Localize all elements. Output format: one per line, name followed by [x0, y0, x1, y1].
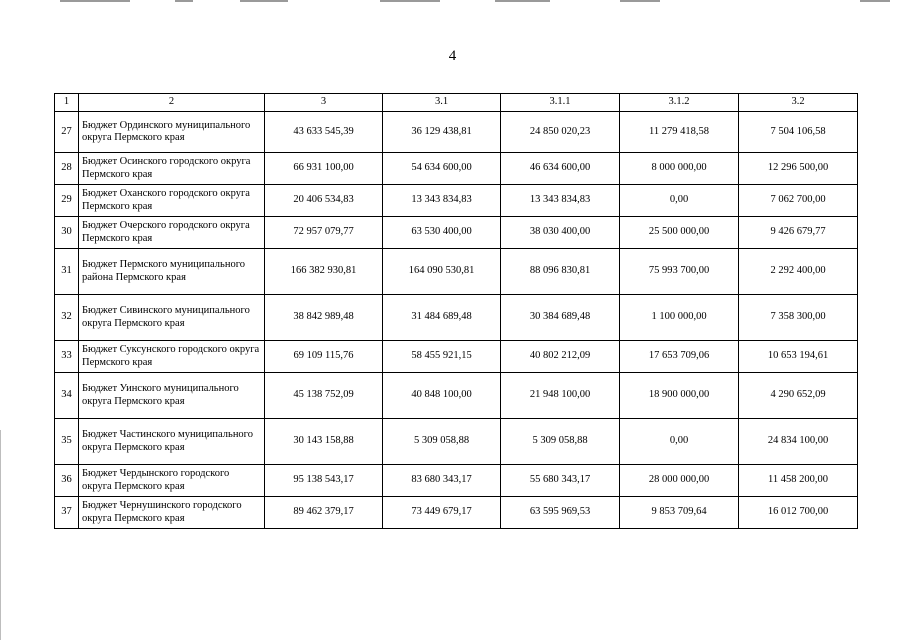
budget-name: Бюджет Чернушинского городского округа Пермского края — [79, 497, 265, 529]
scan-mark — [60, 0, 130, 2]
column-header: 1 — [55, 94, 79, 112]
value-3-1-2: 9 853 709,64 — [620, 497, 739, 529]
budget-name: Бюджет Сивинского муниципального округа Пермского края — [79, 295, 265, 341]
scan-mark — [240, 0, 288, 2]
table-row — [55, 465, 858, 497]
row-number: 32 — [55, 295, 79, 341]
value-3: 43 633 545,39 — [265, 112, 383, 153]
scan-mark — [620, 0, 660, 2]
table-row — [55, 497, 858, 529]
scan-edge — [0, 430, 1, 640]
table-row — [55, 373, 858, 419]
row-number: 28 — [55, 153, 79, 185]
table-row — [55, 295, 858, 341]
value-3-1-1: 38 030 400,00 — [501, 217, 620, 249]
value-3: 66 931 100,00 — [265, 153, 383, 185]
budget-name: Бюджет Чердынского городского округа Пермского края — [79, 465, 265, 497]
value-3-2: 11 458 200,00 — [739, 465, 858, 497]
column-header: 3.1.2 — [620, 94, 739, 112]
column-header: 2 — [79, 94, 265, 112]
row-number: 37 — [55, 497, 79, 529]
value-3-2: 9 426 679,77 — [739, 217, 858, 249]
table-row — [55, 112, 858, 153]
value-3-1-2: 1 100 000,00 — [620, 295, 739, 341]
value-3: 69 109 115,76 — [265, 341, 383, 373]
budget-name: Бюджет Ординского муниципального округа Пермского края — [79, 112, 265, 153]
budget-name: Бюджет Осинского городского округа Пермского края — [79, 153, 265, 185]
budget-name: Бюджет Уинского муниципального округа Пермского края — [79, 373, 265, 419]
value-3: 89 462 379,17 — [265, 497, 383, 529]
value-3-1-1: 13 343 834,83 — [501, 185, 620, 217]
value-3-2: 7 358 300,00 — [739, 295, 858, 341]
row-number: 31 — [55, 249, 79, 295]
budget-name: Бюджет Оханского городского округа Пермского края — [79, 185, 265, 217]
budget-name: Бюджет Частинского муниципального округа Пермского края — [79, 419, 265, 465]
value-3: 95 138 543,17 — [265, 465, 383, 497]
value-3: 45 138 752,09 — [265, 373, 383, 419]
table-row — [55, 185, 858, 217]
budget-name: Бюджет Пермского муниципального района Пермского края — [79, 249, 265, 295]
value-3-2: 2 292 400,00 — [739, 249, 858, 295]
value-3-1-1: 21 948 100,00 — [501, 373, 620, 419]
value-3-2: 7 062 700,00 — [739, 185, 858, 217]
value-3-1-1: 5 309 058,88 — [501, 419, 620, 465]
value-3-1: 36 129 438,81 — [383, 112, 501, 153]
table-row — [55, 249, 858, 295]
row-number: 33 — [55, 341, 79, 373]
value-3-1-2: 0,00 — [620, 185, 739, 217]
scan-mark — [495, 0, 550, 2]
budget-name: Бюджет Очерского городского округа Пермского края — [79, 217, 265, 249]
table-row — [55, 153, 858, 185]
column-header: 3 — [265, 94, 383, 112]
value-3-1: 40 848 100,00 — [383, 373, 501, 419]
value-3-2: 7 504 106,58 — [739, 112, 858, 153]
row-number: 29 — [55, 185, 79, 217]
value-3-1-2: 11 279 418,58 — [620, 112, 739, 153]
value-3-1: 5 309 058,88 — [383, 419, 501, 465]
value-3-1-1: 24 850 020,23 — [501, 112, 620, 153]
budget-table — [54, 93, 858, 529]
scan-mark — [380, 0, 440, 2]
value-3-1-1: 30 384 689,48 — [501, 295, 620, 341]
table-row — [55, 217, 858, 249]
column-header: 3.2 — [739, 94, 858, 112]
value-3-1-2: 28 000 000,00 — [620, 465, 739, 497]
value-3-2: 10 653 194,61 — [739, 341, 858, 373]
value-3-2: 12 296 500,00 — [739, 153, 858, 185]
value-3-1-2: 18 900 000,00 — [620, 373, 739, 419]
value-3-1-2: 17 653 709,06 — [620, 341, 739, 373]
value-3-1: 13 343 834,83 — [383, 185, 501, 217]
row-number: 36 — [55, 465, 79, 497]
value-3-1-1: 63 595 969,53 — [501, 497, 620, 529]
value-3: 30 143 158,88 — [265, 419, 383, 465]
table-row — [55, 419, 858, 465]
table-header-row — [55, 94, 858, 112]
value-3-1-2: 25 500 000,00 — [620, 217, 739, 249]
value-3-1: 54 634 600,00 — [383, 153, 501, 185]
value-3: 38 842 989,48 — [265, 295, 383, 341]
row-number: 34 — [55, 373, 79, 419]
value-3-1: 58 455 921,15 — [383, 341, 501, 373]
value-3-1-1: 88 096 830,81 — [501, 249, 620, 295]
table-row — [55, 341, 858, 373]
value-3-2: 4 290 652,09 — [739, 373, 858, 419]
value-3-1: 31 484 689,48 — [383, 295, 501, 341]
column-header: 3.1.1 — [501, 94, 620, 112]
value-3: 20 406 534,83 — [265, 185, 383, 217]
value-3-1-1: 46 634 600,00 — [501, 153, 620, 185]
value-3-1-1: 55 680 343,17 — [501, 465, 620, 497]
scan-mark — [175, 0, 193, 2]
value-3-1-2: 0,00 — [620, 419, 739, 465]
row-number: 30 — [55, 217, 79, 249]
budget-name: Бюджет Суксунского городского округа Пермского края — [79, 341, 265, 373]
value-3-1: 73 449 679,17 — [383, 497, 501, 529]
value-3-2: 16 012 700,00 — [739, 497, 858, 529]
value-3-1: 63 530 400,00 — [383, 217, 501, 249]
value-3-1-2: 8 000 000,00 — [620, 153, 739, 185]
value-3: 72 957 079,77 — [265, 217, 383, 249]
value-3-2: 24 834 100,00 — [739, 419, 858, 465]
scan-mark — [860, 0, 890, 2]
value-3-1: 164 090 530,81 — [383, 249, 501, 295]
row-number: 27 — [55, 112, 79, 153]
value-3-1: 83 680 343,17 — [383, 465, 501, 497]
value-3: 166 382 930,81 — [265, 249, 383, 295]
value-3-1-1: 40 802 212,09 — [501, 341, 620, 373]
value-3-1-2: 75 993 700,00 — [620, 249, 739, 295]
row-number: 35 — [55, 419, 79, 465]
column-header: 3.1 — [383, 94, 501, 112]
page-number: 4 — [448, 48, 457, 64]
